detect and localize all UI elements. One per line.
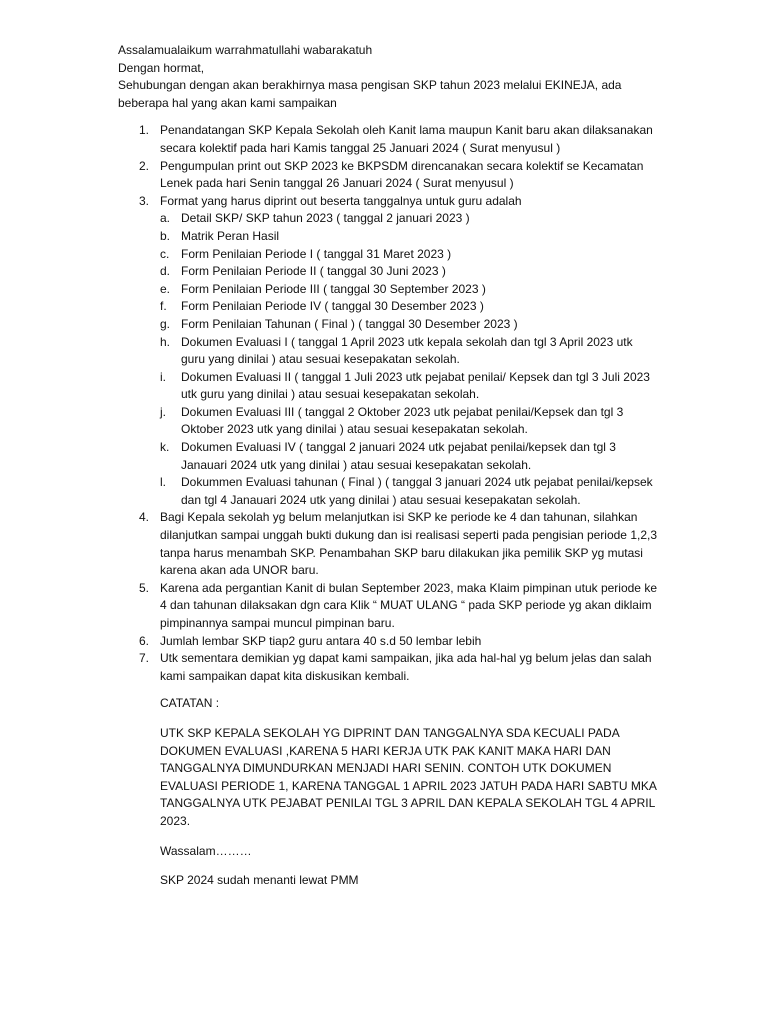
sub-list-text: Form Penilaian Periode II ( tanggal 30 Juni 2023 ) xyxy=(181,264,446,279)
sub-list-letter: f. xyxy=(160,299,167,314)
list-item xyxy=(118,158,658,193)
list-item xyxy=(118,509,658,579)
sub-list-text: Form Penilaian Periode I ( tanggal 31 Maret 2023 ) xyxy=(181,246,452,261)
sub-list-item xyxy=(160,334,658,369)
list-item-text: Utk sementara demikian yg dapat kami sampaikan, jika ada hal-hal yg belum jelas dan salah kami sampaikan dapat kita diskusikan kembali. xyxy=(160,651,652,683)
catatan-label: CATATAN : xyxy=(160,696,220,711)
sub-list-text: Dokummen Evaluasi tahunan ( Final ) ( tanggal 3 januari 2024 utk pejabat penilai/kepsek dan tgl 4 Janauari 2024 utk yang dinilai ) atau sesuai kesepakatan sekolah. xyxy=(181,475,653,507)
list-item xyxy=(118,580,658,633)
list-item-text: Jumlah lembar SKP tiap2 guru antara 40 s.d 50 lembar lebih xyxy=(160,633,482,648)
sub-list-item xyxy=(160,439,658,474)
sub-list-letter: e. xyxy=(160,281,171,296)
sub-list-text: Form Penilaian Periode IV ( tanggal 30 Desember 2023 ) xyxy=(181,299,484,314)
sub-list-text: Dokumen Evaluasi III ( tanggal 2 Oktober 2023 utk pejabat penilai/Kepsek dan tgl 3 Oktober 2023 utk yang dinilai ) atau sesuai kesepakatan sekolah. xyxy=(181,404,624,437)
list-number: 6. xyxy=(139,633,150,648)
sub-list-item xyxy=(160,246,658,264)
sub-list-item xyxy=(160,228,658,246)
numbered-list xyxy=(118,122,658,685)
sub-list-item xyxy=(160,263,658,281)
closing: Wassalam……… xyxy=(160,843,252,858)
sub-list-letter: d. xyxy=(160,264,171,279)
list-number: 5. xyxy=(139,580,150,595)
list-item xyxy=(118,633,658,651)
sub-list-item xyxy=(160,316,658,334)
list-item-text: Bagi Kepala sekolah yg belum melanjutkan isi SKP ke periode ke 4 dan tahunan, silahkan dilanjutkan sampai unggah bukti dukung dan isi realisasi seperti pada pengisian periode 1,2,3 tanpa harus menambah SKP. Penambahan SKP baru dilakukan jika pemilik SKP yg mutasi karena akan ada UNOR baru. xyxy=(160,510,658,578)
sub-list-letter: j. xyxy=(160,404,166,419)
sub-list-item xyxy=(160,404,658,439)
list-item xyxy=(118,122,658,157)
sub-list-text: Form Penilaian Tahunan ( Final ) ( tanggal 30 Desember 2023 ) xyxy=(181,316,518,331)
list-item-text: Pengumpulan print out SKP 2023 ke BKPSDM direncanakan secara kolektif se Kecamatan Lenek pada hari Senin tanggal 26 Januari 2024 ( Surat menyusul ) xyxy=(160,158,644,191)
sub-list-item xyxy=(160,369,658,404)
sub-list-text: Dokumen Evaluasi II ( tanggal 1 Juli 2023 utk pejabat penilai/ Kepsek dan tgl 3 Juli 2023 utk guru yang dinilai ) atau sesuai kesepakatan sekolah. xyxy=(181,369,650,402)
intro-paragraph: Sehubungan dengan akan berakhirnya masa pengisan SKP tahun 2023 melalui EKINEJA, ada beberapa hal yang akan kami sampaikan xyxy=(118,78,622,110)
list-number: 4. xyxy=(139,510,150,525)
letter xyxy=(118,42,658,890)
sub-list-text: Form Penilaian Periode III ( tanggal 30 September 2023 ) xyxy=(181,281,486,296)
sub-list-letter: g. xyxy=(160,316,171,331)
list-number: 2. xyxy=(139,158,150,173)
sub-list-text: Dokumen Evaluasi I ( tanggal 1 April 2023 utk kepala sekolah dan tgl 3 April 2023 utk guru yang dinilai ) atau sesuai kesepakatan sekolah. xyxy=(181,334,633,367)
sub-list-letter: a. xyxy=(160,211,171,226)
sub-list-item xyxy=(160,474,658,509)
sub-list-letter: k. xyxy=(160,440,170,455)
sub-list-letter: c. xyxy=(160,246,170,261)
list-item xyxy=(118,193,658,510)
footer-note: SKP 2024 sudah menanti lewat PMM xyxy=(160,873,359,888)
sub-list-text: Detail SKP/ SKP tahun 2023 ( tanggal 2 januari 2023 ) xyxy=(181,211,470,226)
list-number: 3. xyxy=(139,193,150,208)
sub-list-text: Dokumen Evaluasi IV ( tanggal 2 januari 2024 utk pejabat penilai/kepsek dan tgl 3 Janauari 2024 utk yang dinilai ) atau sesuai kesepakatan sekolah. xyxy=(181,440,616,472)
list-number: 7. xyxy=(139,651,150,666)
sub-list-letter: i. xyxy=(160,369,166,384)
list-item-text: Penandatangan SKP Kepala Sekolah oleh Kanit lama maupun Kanit baru akan dilaksanakan secara kolektif pada hari Kamis tanggal 25 Januari 2024 ( Surat menyusul ) xyxy=(160,123,653,155)
sub-list-item xyxy=(160,298,658,316)
sub-list-letter: h. xyxy=(160,334,171,349)
sub-list-letter: b. xyxy=(160,228,171,243)
list-item-text: Format yang harus diprint out beserta tanggalnya untuk guru adalah xyxy=(160,193,522,208)
catatan-text: UTK SKP KEPALA SEKOLAH YG DIPRINT DAN TANGGALNYA SDA KECUALI PADA DOKUMEN EVALUASI ,KARENA 5 HARI KERJA UTK PAK KANIT MAKA HARI DAN TANGGALNYA DIMUNDURKAN MENJADI HARI SENIN. CONTOH UTK DOKUMEN EVALUASI PERIODE 1, KARENA TANGGAL 1 APRIL 2023 JATUH PADA HARI SABTU MKA TANGGALNYA UTK PEJABAT PENILAI TGL 3 APRIL DAN KEPALA SEKOLAH TGL 4 APRIL 2023. xyxy=(160,725,657,828)
greeting: Assalamualaikum warrahmatullahi wabarakatuh xyxy=(118,43,373,57)
sub-list-item xyxy=(160,281,658,299)
sub-list xyxy=(160,210,658,509)
list-item xyxy=(118,650,658,685)
sub-list-item xyxy=(160,210,658,228)
sub-list-letter: l. xyxy=(160,475,166,490)
salutation: Dengan hormat, xyxy=(118,60,205,75)
list-number: 1. xyxy=(139,123,150,138)
sub-list-text: Matrik Peran Hasil xyxy=(181,228,280,243)
list-item-text: Karena ada pergantian Kanit di bulan September 2023, maka Klaim pimpinan utuk periode ke 4 dan tahunan dilaksakan dgn cara Klik “ MUAT ULANG “ pada SKP periode yg akan diklaim pimpinannya sampai muncul pimpinan baru. xyxy=(160,580,657,630)
